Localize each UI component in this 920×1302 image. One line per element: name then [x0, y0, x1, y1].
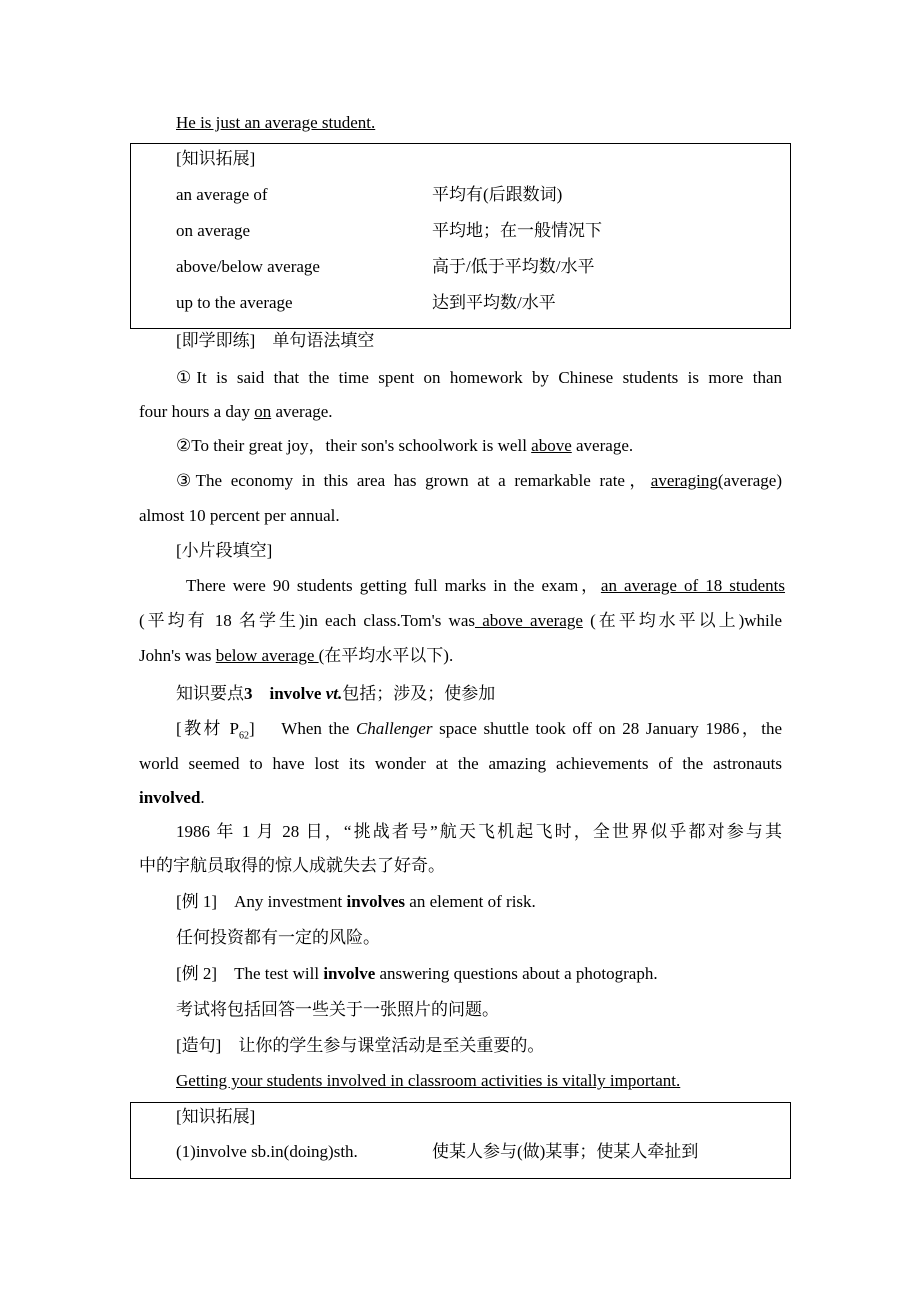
question-3-line2: almost 10 percent per annual.	[139, 506, 340, 525]
phrase-meaning: 平均有(后跟数词)	[432, 185, 563, 204]
question-1-line1: ①It is said that the time spent on homework by Chinese students is more than	[176, 368, 782, 387]
example-sentence: He is just an average student.	[176, 113, 376, 132]
phrase: above/below average	[176, 257, 320, 276]
answer: averaging	[650, 471, 718, 490]
question-1-line2: four hours a day on average.	[139, 402, 333, 421]
sentence-answer: Getting your students involved in classroom activities is vitally important.	[176, 1071, 681, 1090]
question-3-line1: ③The economy in this area has grown at a remarkable rate，averaging(average)	[176, 471, 782, 490]
phrase-meaning: 高于/低于平均数/水平	[432, 257, 595, 276]
phrase: up to the average	[176, 293, 293, 312]
textbook-translation-1: 1986 年 1 月 28 日，“挑战者号”航天飞机起飞时，全世界似乎都对参与其	[176, 822, 782, 841]
box2-title: [知识拓展]	[176, 1107, 256, 1126]
answer: above	[531, 436, 572, 455]
example-1: [例 1] Any investment involves an element of risk.	[176, 892, 536, 911]
fill-line3: John's was below average (在平均水平以下).	[139, 646, 454, 665]
example-1-translation: 任何投资都有一定的风险。	[176, 928, 380, 947]
box1-title: [知识拓展]	[176, 149, 256, 168]
textbook-line1: [教材 $P_{62}$] When the Challenger space shuttle took off on 28 January 1986，the	[176, 719, 782, 742]
phrase-meaning: 使某人参与(做)某事；使某人牵扯到	[432, 1142, 699, 1161]
practice-heading: [即学即练] 单句语法填空	[176, 331, 375, 350]
textbook-translation-2: 中的宇航员取得的惊人成就失去了好奇。	[139, 856, 445, 875]
answer: on	[254, 402, 272, 421]
phrase: on average	[176, 221, 251, 240]
phrase-meaning: 平均地；在一般情况下	[432, 221, 602, 240]
phrase-meaning: 达到平均数/水平	[432, 293, 556, 312]
fill-line2: (平均有 18 名学生)in each class.Tom's was above average (在平均水平以上)while	[139, 611, 783, 630]
textbook-line3: involved.	[139, 788, 205, 807]
sentence-making: [造句] 让你的学生参与课堂活动是至关重要的。	[176, 1036, 545, 1055]
question-2: ②To their great joy，their son's schoolwork is well above average.	[176, 436, 634, 455]
textbook-line2: world seemed to have lost its wonder at the amazing achievements of the astronauts	[139, 754, 782, 773]
fill-heading: [小片段填空]	[176, 541, 273, 560]
fill-line1: There were 90 students getting full marks in the exam，an average of 18 students	[186, 576, 786, 595]
key-point-3-heading: 知识要点3 involve vt.包括；涉及；使参加	[176, 684, 496, 703]
phrase: an average of	[176, 185, 268, 204]
example-2: [例 2] The test will involve answering questions about a photograph.	[176, 964, 658, 983]
phrase: (1)involve sb.in(doing)sth.	[176, 1142, 358, 1161]
example-2-translation: 考试将包括回答一些关于一张照片的问题。	[176, 1000, 499, 1019]
